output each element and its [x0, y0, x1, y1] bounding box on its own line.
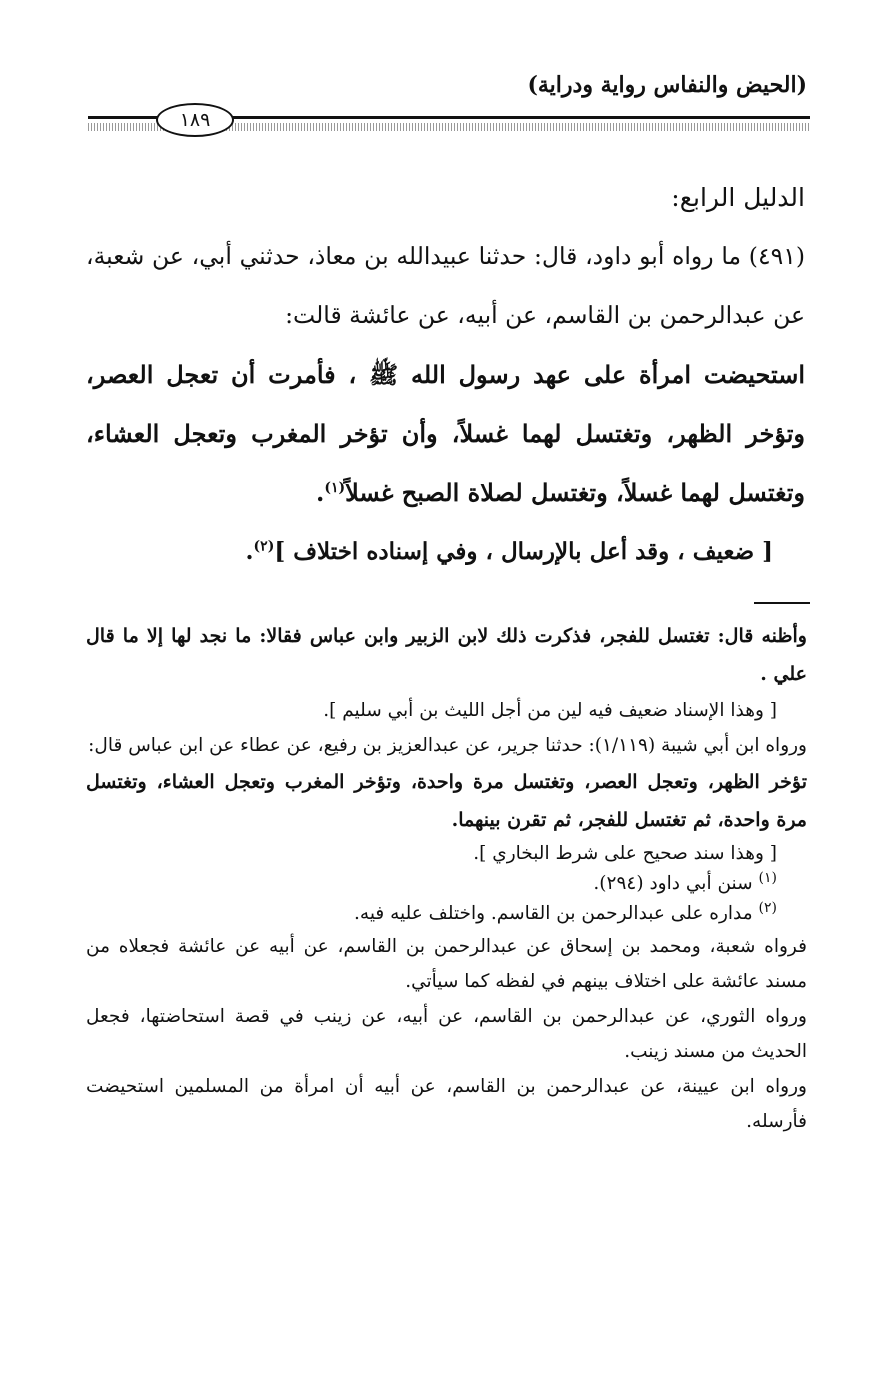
- section-heading: الدليل الرابع:: [671, 183, 805, 212]
- footnote-2: [86, 899, 807, 929]
- hadith-grading: [86, 522, 805, 581]
- footnote-2-mark: (٢): [758, 899, 777, 916]
- main-text: [86, 168, 805, 581]
- shubah-narration: فرواه شعبة، ومحمد بن إسحاق عن عبدالرحمن بن القاسم، عن أبيه عن عائشة فجعلاه من مسند عائشة على اختلاف بينهم في لفظه كما سيأتي.: [86, 936, 807, 992]
- footnotes: [86, 617, 807, 1139]
- grading-note-2: [ وهذا سند صحيح على شرط البخاري ].: [473, 843, 777, 864]
- footnote-ref-1: (١): [324, 480, 346, 496]
- footnote-1-mark: (١): [758, 869, 777, 886]
- isnad-paragraph: (٤٩١) ما رواه أبو داود، قال: حدثنا عبيدالله بن معاذ، حدثني أبي، عن شعبة، عن عبدالرحمن بن القاسم، عن أبيه، عن عائشة قالت:: [86, 242, 805, 329]
- continued-narration: وأظنه قال: تغتسل للفجر، فذكرت ذلك لابن الزبير وابن عباس فقالا: ما نجد لها إلا ما قال علي .: [86, 625, 807, 685]
- grading-note-1: [ وهذا الإسناد ضعيف فيه لين من أجل الليث بن أبي سليم ].: [323, 700, 777, 721]
- hadith-end: .: [315, 478, 325, 507]
- footnote-1: [86, 869, 807, 899]
- grading-end: .: [245, 538, 254, 565]
- footnote-2-text: مداره على عبدالرحمن بن القاسم. واختلف عليه فيه.: [354, 903, 753, 924]
- ibn-abbas-text: تؤخر الظهر، وتعجل العصر، وتغتسل مرة واحدة، وتؤخر المغرب وتعجل العشاء، وتغتسل مرة واحدة، ثم تغتسل للفجر، ثم تقرن بينهما.: [86, 771, 807, 831]
- grading-text: [ ضعيف ، وقد أعل بالإرسال ، وفي إسناده اختلاف ]: [274, 538, 773, 565]
- ibn-uyaynah-narration: ورواه ابن عيينة، عن عبدالرحمن بن القاسم، عن أبيه أن امرأة من المسلمين استحيضت فأرسله.: [86, 1076, 807, 1132]
- running-title: (الحيض والنفاس رواية ودراية): [527, 72, 807, 98]
- ibn-abi-shaybah-narration: ورواه ابن أبي شيبة (١/١١٩): حدثنا جرير، عن عبدالعزيز بن رفيع، عن عطاء عن ابن عباس قال:: [88, 735, 807, 756]
- hadith-text: استحيضت امرأة على عهد رسول الله ﷺ ، فأمرت أن تعجل العصر، وتؤخر الظهر، وتغتسل لهما غسلاً، وأن تؤخر المغرب وتعجل العشاء، وتغتسل لهما غسلاً، وتغتسل لصلاة الصبح غسلاً: [86, 360, 805, 507]
- footnote-1-text: سنن أبي داود (٢٩٤).: [593, 873, 753, 894]
- hadith-paragraph: [86, 345, 805, 522]
- page-number: ١٨٩: [156, 103, 234, 137]
- footnote-separator: [754, 602, 810, 604]
- footnote-ref-2: (٢): [253, 538, 275, 555]
- thawri-narration: ورواه الثوري، عن عبدالرحمن بن القاسم، عن أبيه، عن زينب في قصة استحاضتها، فجعل الحديث من مسند زينب.: [86, 1006, 807, 1062]
